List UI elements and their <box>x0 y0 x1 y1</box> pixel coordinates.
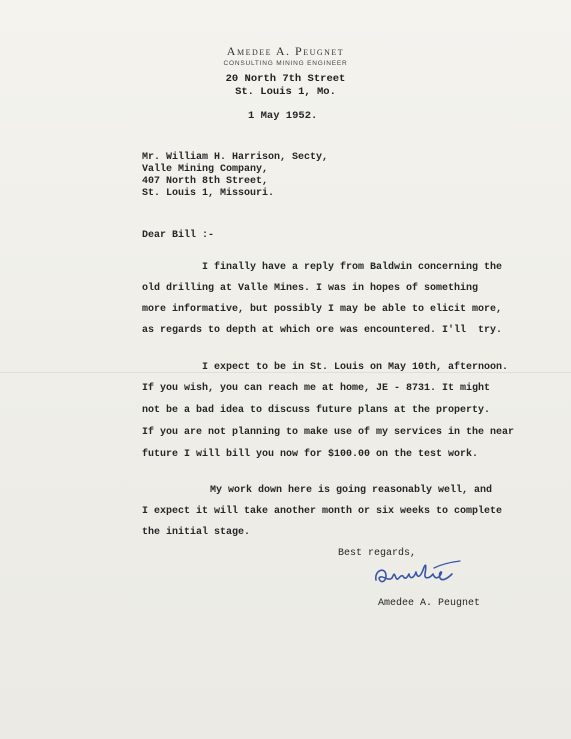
handwritten-signature <box>372 556 462 590</box>
recipient-line: 407 North 8th Street, <box>142 176 269 187</box>
body-line: as regards to depth at which ore was encountered. I'll try. <box>142 325 503 336</box>
typed-signature-name: Amedee A. Peugnet <box>378 598 481 609</box>
closing: Best regards, <box>338 548 417 559</box>
recipient-line: Mr. William H. Harrison, Secty, <box>142 152 329 163</box>
body-line: future I will bill you now for $100.00 on the test work. <box>142 449 479 460</box>
salutation: Dear Bill :- <box>142 230 215 241</box>
letterhead-city: St. Louis 1, Mo. <box>235 86 336 98</box>
letterhead-name: Amedee A. Peugnet <box>226 44 345 58</box>
body-line: I finally have a reply from Baldwin concerning the <box>202 262 503 273</box>
body-line: I expect to be in St. Louis on May 10th, afternoon. <box>202 362 509 373</box>
body-line: I expect it will take another month or six weeks to complete <box>142 506 503 517</box>
body-line: more informative, but possibly I may be able to elicit more, <box>142 304 503 315</box>
body-line: If you wish, you can reach me at home, JE - 8731. It might <box>142 383 491 394</box>
letterhead-title: CONSULTING MINING ENGINEER <box>223 60 348 67</box>
letterhead-street: 20 North 7th Street <box>225 73 346 85</box>
recipient-line: Valle Mining Company, <box>142 164 269 175</box>
body-line: My work down here is going reasonably well, and <box>210 485 493 496</box>
body-line: old drilling at Valle Mines. I was in hopes of something <box>142 283 479 294</box>
recipient-line: St. Louis 1, Missouri. <box>142 188 275 199</box>
body-line: If you are not planning to make use of my services in the near <box>142 427 515 438</box>
letter-date: 1 May 1952. <box>248 110 318 122</box>
body-line: not be a bad idea to discuss future plans at the property. <box>142 405 491 416</box>
body-line: the initial stage. <box>142 527 251 538</box>
